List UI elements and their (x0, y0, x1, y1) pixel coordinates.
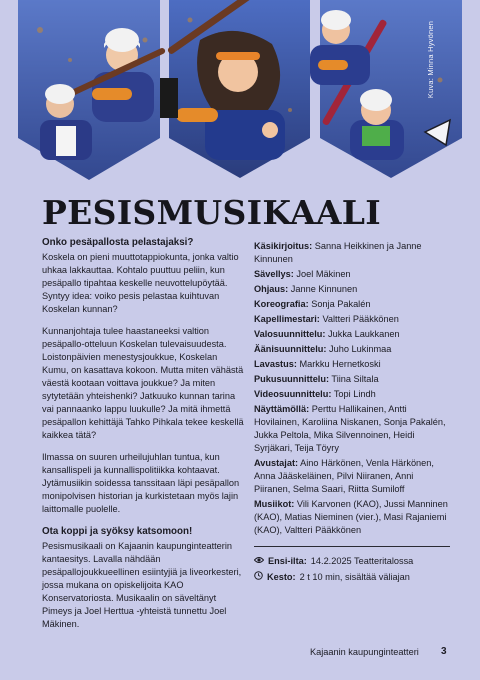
hero-photo-collage (0, 0, 480, 180)
credit-item (254, 358, 450, 371)
credit-names: Sonja Pakalén (311, 299, 371, 309)
premiere-row (254, 555, 450, 568)
synopsis-paragraph: Ilmassa on suuren urheilujuhlan tuntua, kun kansallispeli ja kunnallispolitiikka kohtaavat. Jytämusiikin soidessa tanssitaan läpi pesäpallon monipolvisen historian ja kurkistetaan myös lajin laittomalle puolelle. (42, 452, 240, 514)
credit-names: Tiina Siltala (331, 374, 379, 384)
duration-label: Kesto: (267, 572, 296, 582)
photo-panel-left (18, 0, 166, 180)
credit-role: Pukusuunnittelu: (254, 374, 330, 384)
credit-names: Vili Karvonen (KAO), Jussi Manninen (KAO), Matias Nieminen (vier.), Masi Rajaniemi (KAO), Valtteri Pääkkönen (254, 499, 448, 535)
credit-item (254, 373, 450, 386)
synopsis-paragraph: Koskela on pieni muuttotappiokunta, jonka valtio uhkaa lakkauttaa. Kohtalo puuttuu peliin, kun pesäpallo tipahtaa keskelle neuvottelupöytää. Syntyy idea: voiko pesis pelastaa kuihtuvan Koskelan kunnan? (42, 252, 239, 314)
synopsis-column (42, 236, 246, 640)
credit-names: Aino Härkönen, Venla Härkönen, Anna Jääskeläinen, Pilvi Niiranen, Anni Piiranen, Selma Saari, Riitta Sumiloff (254, 458, 434, 494)
premiere-value: 14.2.2025 Teatteritalossa (310, 556, 414, 566)
credits-column (254, 240, 450, 587)
credit-role: Ohjaus: (254, 284, 289, 294)
premiere-label: Ensi-ilta: (268, 556, 307, 566)
credit-role: Avustajat: (254, 458, 299, 468)
divider (254, 546, 450, 547)
credit-names: Juho Lukinmaa (329, 344, 392, 354)
page-title: PESISMUSIKAALI (42, 193, 382, 232)
clock-icon (254, 571, 263, 584)
credit-item (254, 403, 450, 455)
credit-names: Topi Lindh (333, 389, 376, 399)
credit-role: Näyttämöllä: (254, 404, 310, 414)
credit-role: Musiikot: (254, 499, 295, 509)
credit-item (254, 328, 450, 341)
credit-role: Sävellys: (254, 269, 294, 279)
credit-item (254, 343, 450, 356)
info-heading: Ota koppi ja syöksy katsomoon! (42, 526, 193, 537)
credit-role: Kapellimestari: (254, 314, 320, 324)
credit-role: Videosuunnittelu: (254, 389, 332, 399)
credit-item (254, 498, 450, 537)
credit-item (254, 283, 450, 296)
credit-names: Joel Mäkinen (296, 269, 351, 279)
credit-role: Käsikirjoitus: (254, 241, 313, 251)
credit-role: Lavastus: (254, 359, 297, 369)
footer-publisher: Kajaanin kaupunginteatteri (310, 647, 419, 657)
photo-collage-graphic (0, 0, 480, 180)
credit-item (254, 457, 450, 496)
credit-names: Valtteri Pääkkönen (322, 314, 399, 324)
photo-credit: Kuva: Minna Hyvönen (426, 20, 436, 98)
duration-row (254, 571, 450, 584)
credit-names: Sanna Heikkinen ja Janne Kinnunen (254, 241, 422, 264)
synopsis-heading: Onko pesäpallosta pelastajaksi? (42, 237, 194, 248)
info-paragraph: Pesismusikaali on Kajaanin kaupunginteatterin kantaesitys. Lavalla nähdään pesäpallojoukkueellinen esiintyjiä ja liveorkesteri, jossa mukana on opiskelijoita KAO Konservatoriosta. Musikaalin on säveltänyt Pimeys ja Joel Herttua -yhteistä tunnettu Joel Mäkinen. (42, 541, 242, 629)
credit-names: Janne Kinnunen (290, 284, 358, 294)
photo-panel-center (160, 0, 310, 178)
page-number: 3 (441, 646, 447, 657)
synopsis-paragraph: Kunnanjohtaja tulee haastaneeksi valtion pesäpallo-otteluun Koskelan tulevaisuudesta. Loistonpäivien menestysjoukkue, Koskelan Kumu, on kasattava kokoon. Mutta miten vähästä väestä kootaan voittava joukkue? Ja miten sytytetään yhteishenki? Jatkuuko kunnan tarina vai pannaanko lappu luukulle? Ja mitä ihmettä pesäpallon kehittäjä Tahko Pihkala tekee keskellä kaikkea tätä? (42, 326, 244, 440)
credit-item (254, 388, 450, 401)
credit-role: Koreografia: (254, 299, 309, 309)
credit-item (254, 298, 450, 311)
credit-item (254, 268, 450, 281)
credit-names: Markku Hernetkoski (299, 359, 381, 369)
credit-names: Perttu Hallikainen, Antti Hovilainen, Karoliina Niskanen, Sonja Pakalén, Jukka Peltola, Mika Silvennoinen, Heidi Syrjäkari, Teija Töyry (254, 404, 446, 453)
eye-icon (254, 555, 264, 568)
credit-item (254, 240, 450, 266)
credit-role: Valosuunnittelu: (254, 329, 326, 339)
credit-role: Äänisuunnittelu: (254, 344, 327, 354)
credit-names: Jukka Laukkanen (328, 329, 400, 339)
credit-item (254, 313, 450, 326)
duration-value: 2 t 10 min, sisältää väliajan (299, 572, 410, 582)
